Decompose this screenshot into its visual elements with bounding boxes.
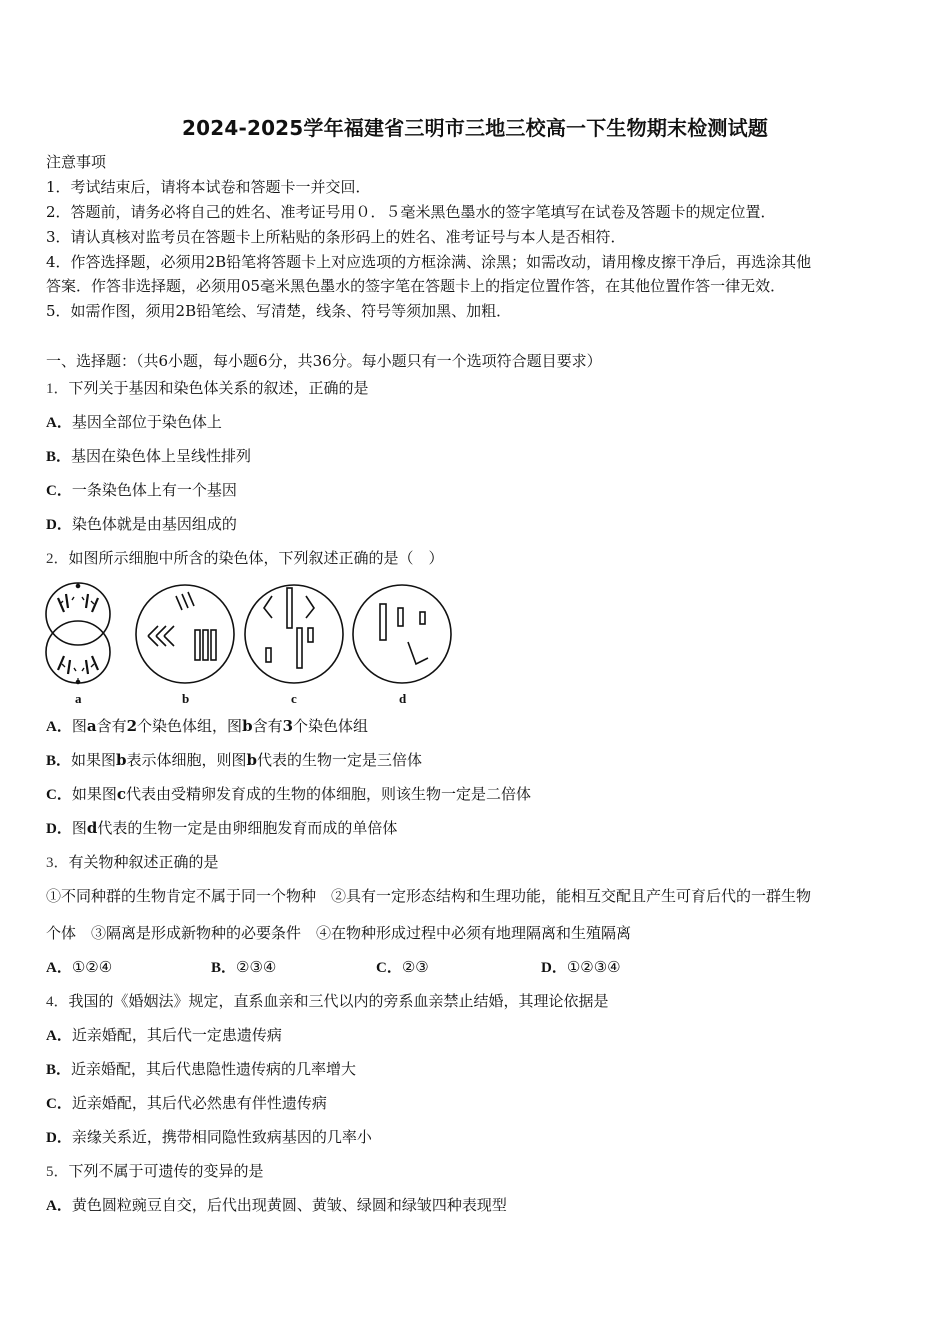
option-text: 代表的生物一定是由卵细胞发育而成的单倍体 — [97, 819, 398, 837]
option-bold: d — [86, 819, 98, 837]
question-stem: 有关物种叙述正确的是 — [68, 853, 219, 871]
option-text: 代表的生物一定是三倍体 — [257, 751, 423, 769]
q5-option-a — [46, 1195, 507, 1216]
exam-title: 2024-2025学年福建省三明市三地三校高一下生物期末检测试题 — [181, 116, 769, 140]
option-text: 近亲婚配，其后代必然患有伴性遗传病 — [71, 1094, 327, 1112]
option-text: 一条染色体上有一个基因 — [71, 481, 237, 499]
notice-heading: 注意事项 — [46, 153, 107, 171]
question-number: 2． — [46, 551, 69, 567]
option-label: D． — [46, 1130, 72, 1146]
cell-b-diagram — [136, 585, 234, 683]
option-label: B． — [211, 960, 237, 976]
question-stem: 如图所示细胞中所含的染色体，下列叙述正确的是（ ） — [68, 549, 444, 567]
q1-option-b — [46, 446, 251, 467]
option-label: B． — [46, 753, 72, 769]
notice-item-3: 3．请认真核对监考员在答题卡上所粘贴的条形码上的姓名、准考证号与本人是否相符． — [46, 228, 626, 246]
q3-option-c — [376, 957, 541, 978]
option-text: 代表由受精卵发育成的生物的体细胞，则该生物一定是二倍体 — [126, 785, 532, 803]
figure-label-d: d — [399, 691, 407, 706]
q2-option-b — [46, 750, 422, 771]
q3-options-row — [46, 957, 621, 978]
option-label: C． — [376, 960, 402, 976]
option-label: C． — [46, 1096, 72, 1112]
option-label: D． — [46, 821, 72, 837]
notice-item-4-cont: 答案．作答非选择题，必须用05毫米黑色墨水的签字笔在答题卡上的指定位置作答，在其他位置作答一律无效． — [46, 277, 786, 295]
option-label: C． — [46, 787, 72, 803]
figure-label-a: a — [75, 691, 82, 706]
option-text: 含有 — [252, 717, 283, 735]
option-text: ①②④ — [71, 958, 113, 976]
q4-option-d — [46, 1127, 372, 1148]
option-label: B． — [46, 1062, 72, 1078]
question-stem: 下列关于基因和染色体关系的叙述，正确的是 — [68, 379, 369, 397]
option-label: A． — [46, 1198, 72, 1214]
option-label: C． — [46, 483, 72, 499]
option-text: ②③④ — [236, 958, 277, 976]
question-number: 1． — [46, 381, 69, 397]
cell-a-diagram — [46, 583, 110, 684]
cell-c-diagram — [245, 585, 343, 683]
q1-option-d — [46, 514, 237, 535]
option-text: 图 — [71, 819, 87, 837]
option-text: 黄色圆粒豌豆自交，后代出现黄圆、黄皱、绿圆和绿皱四种表现型 — [71, 1196, 507, 1214]
section-heading: 一、选择题：（共6小题，每小题6分，共36分。每小题只有一个选项符合题目要求） — [46, 352, 602, 370]
option-label: D． — [541, 960, 567, 976]
notice-item-4: 4．作答选择题，必须用2B铅笔将答题卡上对应选项的方框涂满、涂黑；如需改动，请用橡皮擦干净后，再选涂其他 — [46, 253, 812, 271]
q4-option-a — [46, 1025, 282, 1046]
option-label: A． — [46, 960, 72, 976]
option-bold: b — [116, 751, 127, 769]
option-label: D． — [46, 517, 72, 533]
question-number: 5． — [46, 1164, 69, 1180]
question-2 — [46, 548, 444, 569]
q1-option-a — [46, 412, 222, 433]
q4-option-c — [46, 1093, 327, 1114]
question-stem: 下列不属于可遗传的变异的是 — [68, 1162, 264, 1180]
q2-option-c — [46, 784, 531, 805]
q3-option-b — [211, 957, 376, 978]
option-text: 个染色体组 — [293, 717, 369, 735]
question-5 — [46, 1161, 264, 1182]
option-text: 图 — [71, 717, 87, 735]
figure-label-b: b — [182, 691, 190, 706]
option-text: 染色体就是由基因组成的 — [71, 515, 237, 533]
option-label: A． — [46, 1028, 72, 1044]
option-bold: b — [246, 751, 258, 769]
q1-option-c — [46, 480, 237, 501]
notice-item-5: 5．如需作图，须用2B铅笔绘、写清楚，线条、符号等须加黑、加粗． — [46, 302, 512, 320]
q3-statements-line-2: 个体 ③隔离是形成新物种的必要条件 ④在物种形成过程中必须有地理隔离和生殖隔离 — [46, 924, 632, 942]
option-text: 基因全部位于染色体上 — [71, 413, 222, 431]
q4-option-b — [46, 1059, 356, 1080]
option-text: 基因在染色体上呈线性排列 — [71, 447, 252, 465]
option-text: 如果图 — [71, 751, 117, 769]
option-bold: b — [242, 717, 253, 735]
option-label: A． — [46, 415, 72, 431]
q3-statements-line-1: ①不同种群的生物肯定不属于同一个物种 ②具有一定形态结构和生理功能，能相互交配且产生可育后代的一群生物 — [46, 887, 812, 905]
q3-option-d — [541, 957, 621, 978]
option-text: 含有 — [96, 717, 127, 735]
option-bold: a — [86, 717, 97, 735]
notice-item-1: 1．考试结束后，请将本试卷和答题卡一并交回． — [46, 178, 371, 196]
option-text: 表示体细胞，则图 — [126, 751, 247, 769]
q2-option-d — [46, 818, 397, 839]
question-stem: 我国的《婚姻法》规定，直系血亲和三代以内的旁系血亲禁止结婚，其理论依据是 — [68, 992, 609, 1010]
notice-item-2: 2．答题前，请务必将自己的姓名、准考证号用０．５毫米黑色墨水的签字笔填写在试卷及答题卡的规定位置． — [46, 203, 776, 221]
question-1 — [46, 378, 369, 399]
question-4 — [46, 991, 609, 1012]
question-number: 4． — [46, 994, 69, 1010]
question-number: 3． — [46, 855, 69, 871]
option-bold: c — [116, 785, 126, 803]
cell-d-diagram — [353, 585, 451, 683]
option-label: B． — [46, 449, 72, 465]
option-bold: 3 — [282, 717, 294, 735]
option-text: ①②③④ — [566, 958, 621, 976]
option-text: 近亲婚配，其后代患隐性遗传病的几率增大 — [71, 1060, 357, 1078]
option-text: 个染色体组，图 — [137, 717, 243, 735]
q3-option-a — [46, 957, 211, 978]
option-text: ②③ — [401, 958, 429, 976]
option-text: 亲缘关系近，携带相同隐性致病基因的几率小 — [71, 1128, 372, 1146]
option-label: A． — [46, 719, 72, 735]
option-bold: 2 — [126, 717, 138, 735]
question-3 — [46, 852, 219, 873]
option-text: 如果图 — [71, 785, 117, 803]
figure-label-c: c — [291, 691, 297, 706]
option-text: 近亲婚配，其后代一定患遗传病 — [71, 1026, 282, 1044]
q2-option-a — [46, 716, 368, 737]
